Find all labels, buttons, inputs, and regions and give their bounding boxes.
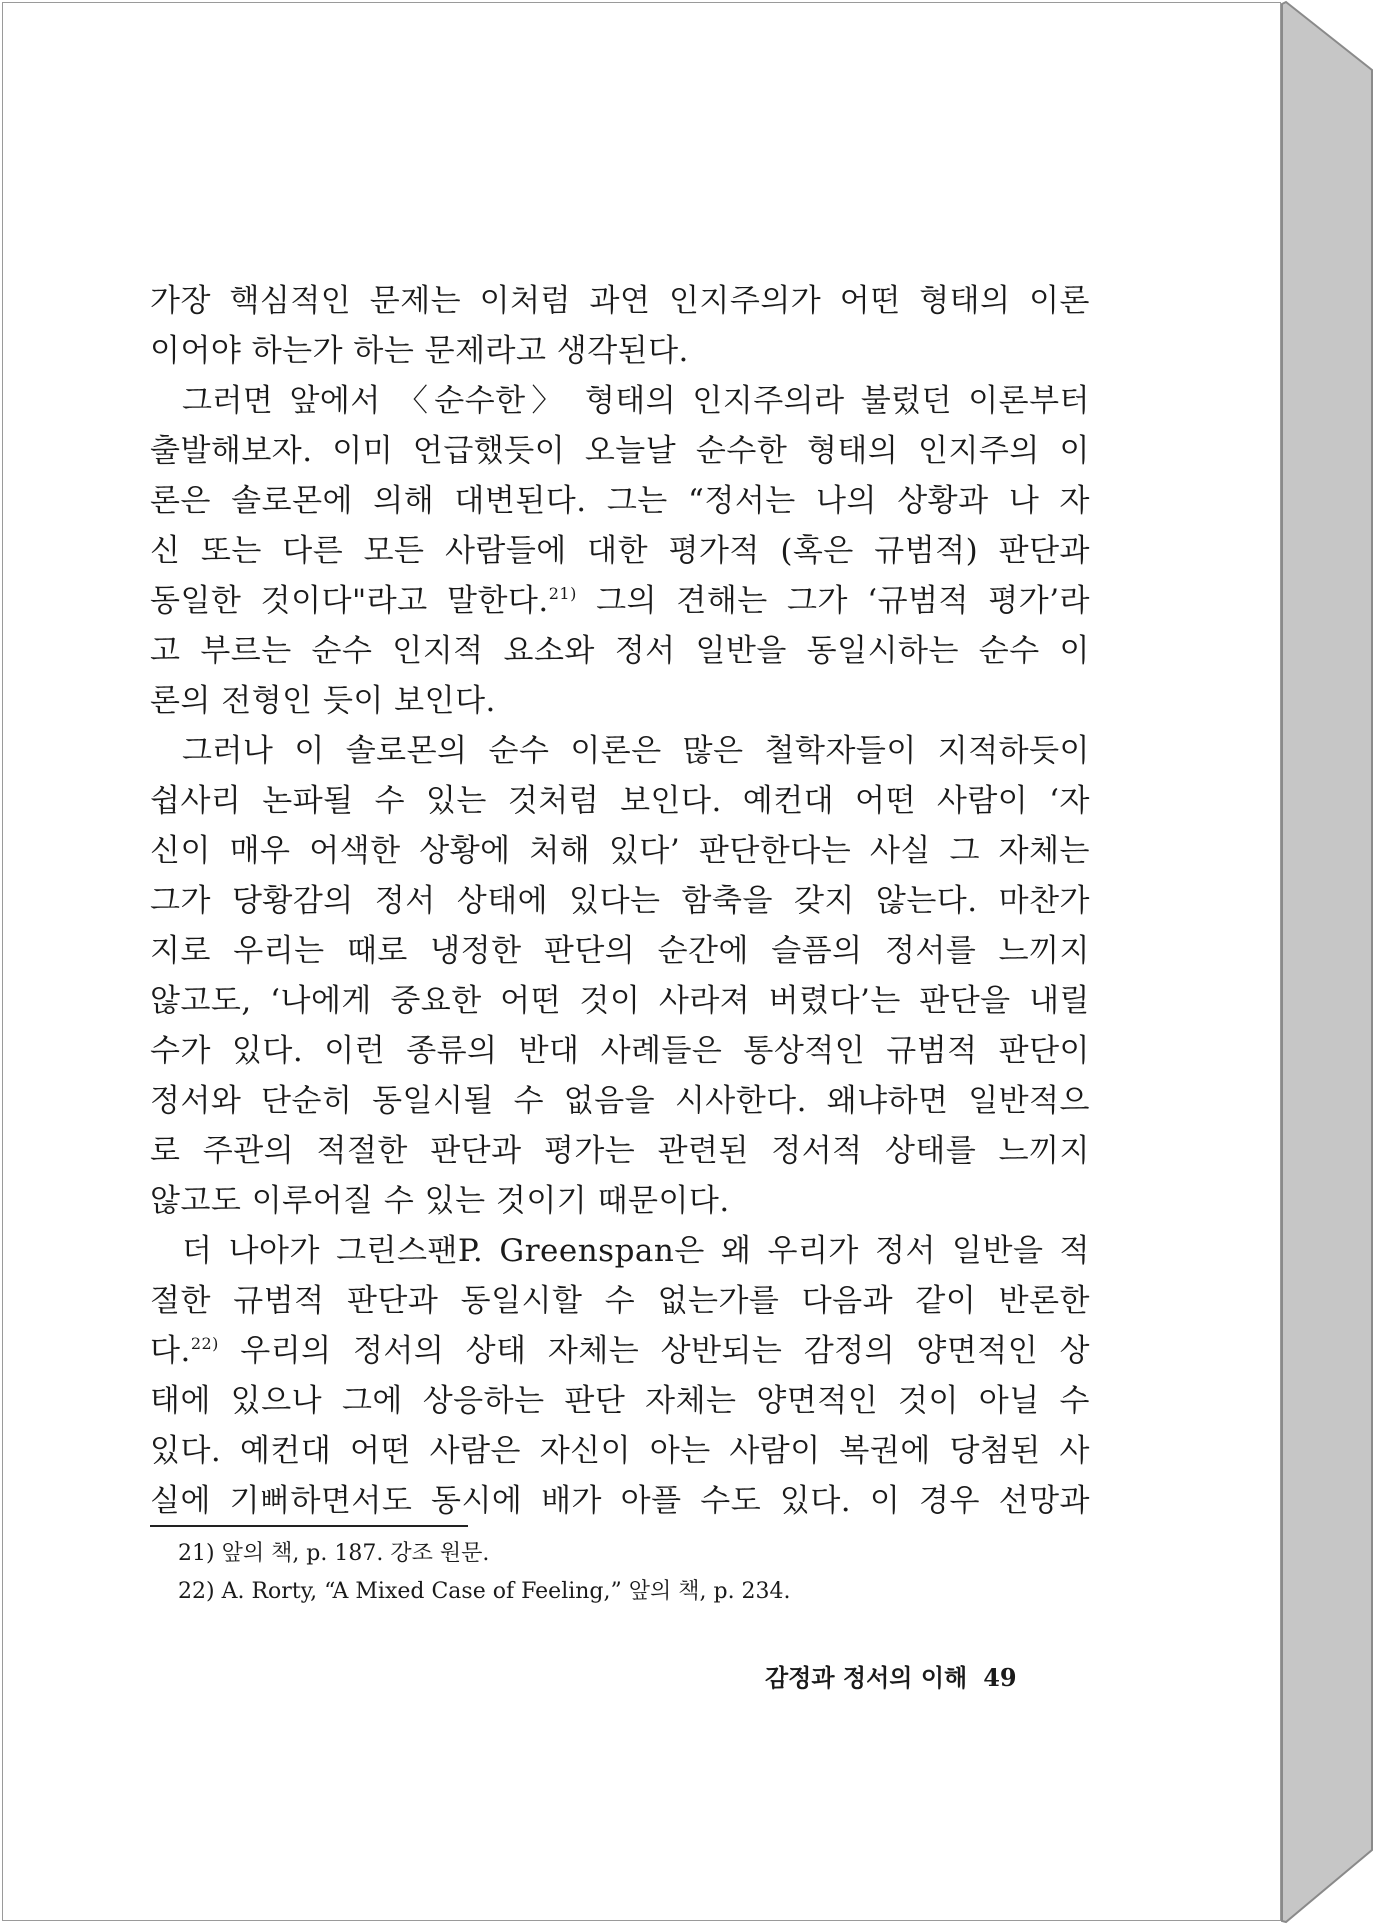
text-line: 정서와 단순히 동일시될 수 없음을 시사한다. 왜냐하면 일반적으 <box>150 1083 1090 1119</box>
text-line-with-footnote <box>150 1326 1090 1376</box>
text-segment: 동일한 것이다"라고 말한다. <box>150 583 549 619</box>
text-line: 더 나아가 그린스팬P. Greenspan은 왜 우리가 정서 일반을 적 <box>182 1233 1090 1269</box>
footnotes <box>178 1535 791 1611</box>
text-line: 있다. 예컨대 어떤 사람은 자신이 아는 사람이 복권에 당첨된 사 <box>150 1433 1090 1469</box>
text-line-with-footnote <box>150 576 1090 626</box>
footnote-22: 22) A. Rorty, “A Mixed Case of Feeling,” 앞의 책, p. 234. <box>178 1579 791 1604</box>
page-number: 49 <box>983 1663 1017 1692</box>
body-text <box>150 276 1090 1526</box>
footnote-marker: 22) <box>190 1334 219 1353</box>
text-line: 않고도 이루어질 수 있는 것이기 때문이다. <box>150 1183 730 1219</box>
footnote-21: 21) 앞의 책, p. 187. 강조 원문. <box>178 1541 490 1566</box>
running-title: 감정과 정서의 이해 <box>765 1663 968 1692</box>
text-segment: 그의 견해는 그가 ‘규범적 평가’라 <box>576 583 1090 619</box>
text-line: 실에 기뻐하면서도 동시에 배가 아플 수도 있다. 이 경우 선망과 <box>150 1483 1090 1519</box>
text-line: 로 주관의 적절한 판단과 평가는 관련된 정서적 상태를 느끼지 <box>150 1133 1090 1169</box>
text-line: 그러면 앞에서 〈순수한〉 형태의 인지주의라 불렀던 이론부터 <box>182 383 1090 419</box>
text-line: 론의 전형인 듯이 보인다. <box>150 683 496 719</box>
text-segment: 우리의 정서의 상태 자체는 상반되는 감정의 양면적인 상 <box>218 1333 1090 1369</box>
text-line: 그가 당황감의 정서 상태에 있다는 함축을 갖지 않는다. 마찬가 <box>150 883 1090 919</box>
text-line: 않고도, ‘나에게 중요한 어떤 것이 사라져 버렸다’는 판단을 내릴 <box>150 983 1090 1019</box>
text-line: 론은 솔로몬에 의해 대변된다. 그는 “정서는 나의 상황과 나 자 <box>150 483 1090 519</box>
text-line: 수가 있다. 이런 종류의 반대 사례들은 통상적인 규범적 판단이 <box>150 1033 1090 1069</box>
text-segment: 다. <box>150 1333 191 1369</box>
text-line: 태에 있으나 그에 상응하는 판단 자체는 양면적인 것이 아닐 수 <box>150 1383 1090 1419</box>
footnote-divider <box>150 1525 468 1527</box>
running-footer <box>765 1658 1017 1693</box>
text-line: 지로 우리는 때로 냉정한 판단의 순간에 슬픔의 정서를 느끼지 <box>150 933 1090 969</box>
text-line: 고 부르는 순수 인지적 요소와 정서 일반을 동일시하는 순수 이 <box>150 633 1090 669</box>
text-line: 신이 매우 어색한 상황에 처해 있다’ 판단한다는 사실 그 자체는 <box>150 833 1090 869</box>
text-line: 쉽사리 논파될 수 있는 것처럼 보인다. 예컨대 어떤 사람이 ‘자 <box>150 783 1090 819</box>
footnote-marker: 21) <box>548 584 577 603</box>
text-line: 절한 규범적 판단과 동일시할 수 없는가를 다음과 같이 반론한 <box>150 1283 1090 1319</box>
text-line: 그러나 이 솔로몬의 순수 이론은 많은 철학자들이 지적하듯이 <box>182 733 1090 769</box>
text-line: 신 또는 다른 모든 사람들에 대한 평가적 (혹은 규범적) 판단과 <box>150 533 1090 569</box>
text-line: 출발해보자. 이미 언급했듯이 오늘날 순수한 형태의 인지주의 이 <box>150 433 1090 469</box>
text-line: 이어야 하는가 하는 문제라고 생각된다. <box>150 333 689 369</box>
text-line: 가장 핵심적인 문제는 이처럼 과연 인지주의가 어떤 형태의 이론 <box>150 283 1090 319</box>
